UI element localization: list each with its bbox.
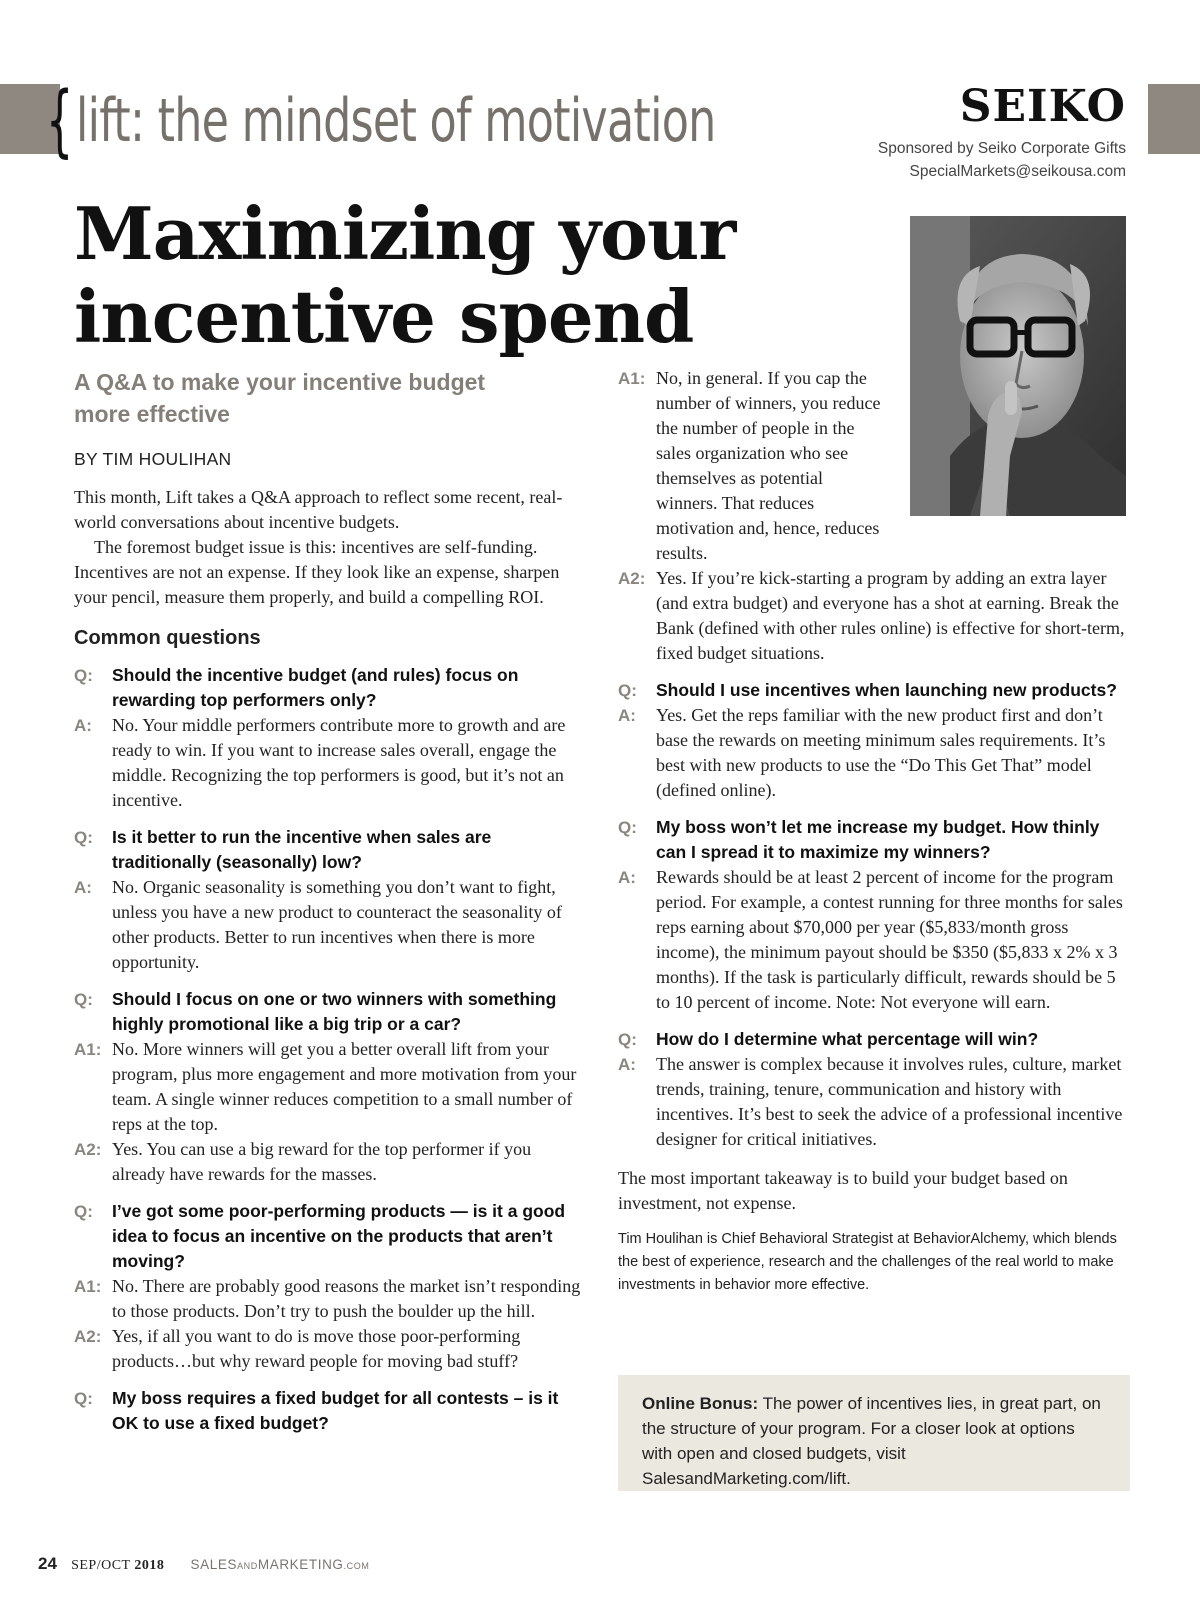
question-label: Q: — [74, 828, 93, 847]
subhead-line-2: more effective — [74, 401, 230, 427]
page-footer — [38, 1554, 369, 1574]
answer-text: No, in general. If you cap the number of winners, you reduce the number of people in the sales organization who see themselves as potential winners. That reduces motivation and, hence, reduces results. — [656, 368, 881, 563]
common-questions-heading: Common questions — [74, 627, 261, 649]
question-label: Q: — [74, 666, 93, 685]
question-label: Q: — [74, 1202, 93, 1221]
answer-item — [618, 566, 1128, 666]
intro-paragraph-2: The foremost budget issue is this: incentives are self-funding. Incentives are not an expense. If they look like an expense, sharpen your pencil, measure them properly, and build a compelling ROI. — [74, 537, 560, 607]
intro-paragraph-1: This month, Lift takes a Q&A approach to reflect some recent, real-world conversations about incentive budgets. — [74, 487, 563, 532]
byline: BY TIM HOULIHAN — [74, 449, 232, 469]
question-text: How do I determine what percentage will win? — [656, 1029, 1039, 1049]
mag-and: AND — [237, 1561, 258, 1571]
online-bonus-box — [618, 1375, 1130, 1491]
question-label: Q: — [618, 818, 637, 837]
answer-item — [74, 875, 588, 975]
question-item — [618, 678, 1128, 703]
answer-text: Yes. You can use a big reward for the top performer if you already have rewards for the masses. — [112, 1139, 532, 1184]
headline-line-2: incentive spend — [74, 274, 694, 359]
answer-label: A2: — [74, 1140, 102, 1159]
answer-item — [74, 1274, 588, 1324]
answer-text: No. Your middle performers contribute more to growth and are ready to win. If you want to increase sales overall, engage the middle. Recognizing the top performers is good, but it’s not an incentive. — [112, 715, 566, 810]
article-subhead — [74, 366, 544, 430]
page-number: 24 — [38, 1554, 57, 1573]
issue-month: SEP/OCT — [71, 1558, 131, 1573]
brace-glyph: { — [46, 76, 74, 166]
answer-label: A1: — [618, 369, 646, 388]
answer-text: Yes. Get the reps familiar with the new product first and don’t base the rewards on meeting minimum sales requirements. It’s best with new products to use the “Do This Get That” model (defined online). — [656, 705, 1106, 800]
mag-sales: SALES — [190, 1557, 238, 1572]
online-bonus-label: Online Bonus: — [642, 1394, 759, 1413]
column-left — [74, 485, 588, 1436]
question-item — [618, 1027, 1128, 1052]
answer-text: The answer is complex because it involves rules, culture, market trends, training, tenure, communication and history with incentives. It’s best to seek the advice of a professional incentive designer for critical initiatives. — [656, 1054, 1123, 1149]
question-text: I’ve got some poor-performing products — is it a good idea to focus an incentive on the products that aren’t moving? — [112, 1201, 566, 1271]
question-item — [618, 815, 1128, 865]
answer-item — [618, 1052, 1128, 1152]
question-item — [74, 1199, 588, 1274]
online-bonus-text: The power of incentives lies, in great part, on the structure of your program. For a closer look at options with open and closed budgets, visit SalesandMarketing.com/lift. — [642, 1394, 1101, 1488]
answer-label: A: — [74, 716, 92, 735]
question-label: Q: — [74, 990, 93, 1009]
question-item — [74, 663, 588, 713]
answer-text: No. There are probably good reasons the market isn’t responding to those products. Don’t try to push the boulder up the hill. — [112, 1276, 581, 1321]
answer-label: A: — [618, 706, 636, 725]
headline-line-1: Maximizing your — [74, 191, 736, 276]
question-text: Is it better to run the incentive when sales are traditionally (seasonally) low? — [112, 827, 492, 872]
question-item — [74, 825, 588, 875]
answer-label: A: — [74, 878, 92, 897]
answer-item — [618, 703, 1128, 803]
answer-text: Yes, if all you want to do is move those poor-performing products…but why reward people for moving bad stuff? — [112, 1326, 521, 1371]
takeaway: The most important takeaway is to build your budget based on investment, not expense. — [618, 1168, 1068, 1213]
author-bio: Tim Houlihan is Chief Behavioral Strategist at BehaviorAlchemy, which blends the best of experience, research and the challenges of the real world to make investments in behavior more effective. — [618, 1231, 1117, 1293]
answer-item — [74, 713, 588, 813]
answer-item — [74, 1324, 588, 1374]
column-right — [618, 366, 1128, 1297]
answer-label: A2: — [74, 1327, 102, 1346]
mag-com: .COM — [343, 1561, 370, 1571]
answer-text: No. Organic seasonality is something you don’t want to fight, unless you have a new product to counteract the seasonality of other products. Better to run incentives when there is more opportunity. — [112, 877, 562, 972]
question-text: Should the incentive budget (and rules) focus on rewarding top performers only? — [112, 665, 519, 710]
question-text: Should I focus on one or two winners with something highly promotional like a big trip or a car? — [112, 989, 557, 1034]
header-bar-right — [1148, 84, 1200, 154]
section-title: lift: the mindset of motivation — [76, 86, 716, 156]
qa-list-right — [618, 366, 1128, 1152]
sponsor-line: Sponsored by Seiko Corporate Gifts — [877, 140, 1126, 157]
answer-item — [618, 865, 1128, 1015]
answer-item — [74, 1037, 588, 1137]
answer-label: A: — [618, 868, 636, 887]
answer-item — [74, 1137, 588, 1187]
answer-item — [618, 366, 888, 566]
article-headline — [74, 192, 894, 358]
question-item — [74, 987, 588, 1037]
issue-date — [71, 1558, 164, 1573]
answer-label: A: — [618, 1055, 636, 1074]
question-text: My boss won’t let me increase my budget. How thinly can I spread it to maximize my winners? — [656, 817, 1100, 862]
seiko-logo: SEIKO — [959, 81, 1126, 132]
magazine-name — [191, 1557, 370, 1572]
answer-text: No. More winners will get you a better overall lift from your program, plus more engagement and more motivation from your team. A single winner reduces competition to a small number of reps at the top. — [112, 1039, 577, 1134]
subhead-line-1: A Q&A to make your incentive budget — [74, 369, 486, 395]
question-text: My boss requires a fixed budget for all contests – is it OK to use a fixed budget? — [112, 1388, 559, 1433]
question-text: Should I use incentives when launching new products? — [656, 680, 1117, 700]
answer-label: A1: — [74, 1277, 102, 1296]
sponsor-email: SpecialMarkets@seikousa.com — [909, 163, 1126, 180]
question-label: Q: — [618, 1030, 637, 1049]
answer-text: Yes. If you’re kick-starting a program by adding an extra layer (and extra budget) and everyone has a shot at earning. Break the Bank (defined with other rules online) is effective for short-term, fixed budget situations. — [656, 568, 1125, 663]
mag-marketing: MARKETING — [257, 1557, 344, 1572]
answer-text: Rewards should be at least 2 percent of income for the program period. For example, a contest running for three months for sales reps earning about $70,000 per year ($5,833/month gross income), the minimum payout should be $350 ($5,833 x 2% x 3 months). If the task is particularly difficult, rewards should be 5 to 10 percent of income. Note: Not everyone will earn. — [656, 867, 1123, 1012]
issue-year: 2018 — [134, 1558, 165, 1573]
qa-list-left — [74, 663, 588, 1436]
question-label: Q: — [618, 681, 637, 700]
answer-label: A2: — [618, 569, 646, 588]
answer-label: A1: — [74, 1040, 102, 1059]
sponsor-block — [800, 137, 1126, 183]
question-item — [74, 1386, 588, 1436]
question-label: Q: — [74, 1389, 93, 1408]
